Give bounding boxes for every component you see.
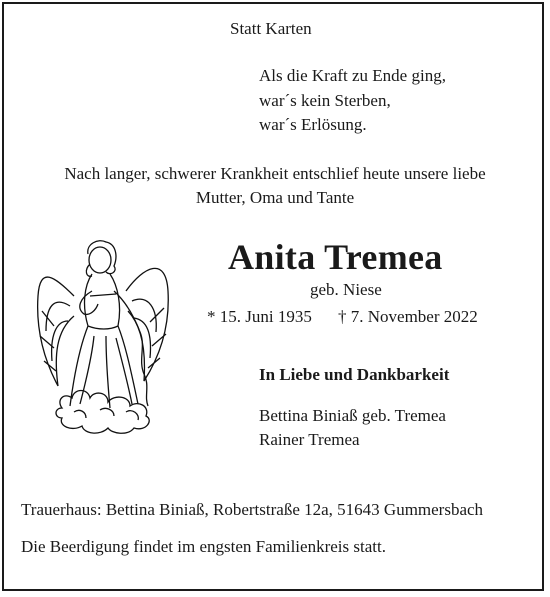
angel-illustration-icon xyxy=(34,236,174,436)
mourner-name-1: Bettina Biniaß geb. Tremea xyxy=(259,406,446,425)
poem-line-1: Als die Kraft zu Ende ging, xyxy=(259,66,446,85)
intro-line-2: Mutter, Oma und Tante xyxy=(195,188,355,207)
mourners-heading: In Liebe und Dankbarkeit xyxy=(259,365,450,384)
poem-line-3: war´s Erlösung. xyxy=(259,115,367,134)
poem-line-2: war´s kein Sterben, xyxy=(259,91,391,110)
deceased-name: Anita Tremea xyxy=(228,237,443,277)
statt-karten-label: Statt Karten xyxy=(230,19,312,38)
address-line: Trauerhaus: Bettina Biniaß, Robertstraße 12a, 51643 Gummersbach xyxy=(21,500,484,519)
death-date: † 7. November 2022 xyxy=(338,307,478,326)
birth-date: * 15. Juni 1935 xyxy=(207,307,312,326)
intro-line-1: Nach langer, schwerer Krankheit entschlief heute unsere liebe xyxy=(64,164,486,183)
mourner-name-2: Rainer Tremea xyxy=(259,430,360,449)
funeral-line: Die Beerdigung findet im engsten Familienkreis statt. xyxy=(21,537,386,556)
birth-name: geb. Niese xyxy=(310,280,382,299)
